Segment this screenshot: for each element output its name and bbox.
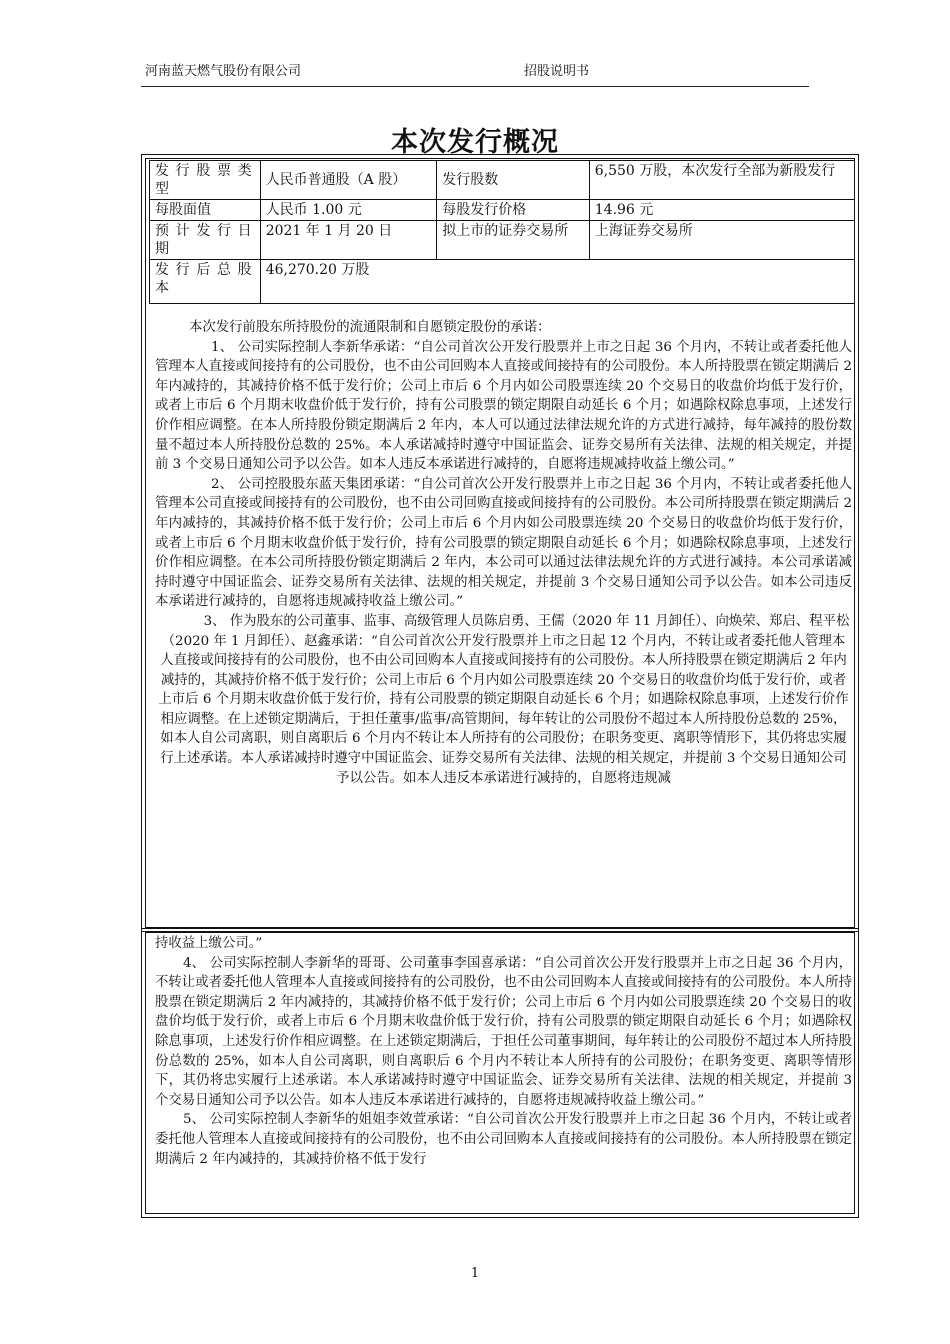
page-title: 本次发行概况	[391, 127, 559, 158]
value-issue-date: 2021 年 1 月 20 日	[260, 221, 437, 260]
table-row	[150, 221, 855, 260]
value-par-value: 人民币 1.00 元	[260, 200, 437, 221]
commitments-text-continued	[155, 934, 852, 1212]
commitment-3-continued: 持收益上缴公司。”	[155, 936, 263, 951]
commitments-intro: 本次发行前股东所持股份的流通限制和自愿锁定股份的承诺：	[189, 320, 551, 335]
table-row	[150, 260, 855, 304]
label-issue-price: 每股发行价格	[437, 200, 590, 221]
commitment-1: 1、 公司实际控制人李新华承诺：“自公司首次公开发行股票并上市之日起 36 个月内，不转让或者委托他人管理本人直接或间接持有的公司股份，也不由公司回购本人直接或间接持有的公司股份。本人所持股票在锁定期满后 2 年内减持的，其减持价格不低于发行价；公司上市后 6 个月内如公司股票连续 20 个交易日的收盘价均低于发行价，或者上市后 6 个月期末收盘价低于发行价，持有公司股票的锁定期限自动延长 6 个月；如遇除权除息事项，上述发行价作相应调整。在本人所持股份锁定期满后 2 年内，本人可以通过法律法规允许的方式进行减持，每年减持的股份数量不超过本人所持股份总数的 25%。本人承诺减持时遵守中国证监会、证券交易所有关法律、法规的相关规定，并提前 3 个交易日通知公司予以公告。如本人违反本承诺进行减持的，自愿将违规减持收益上缴公司。”	[155, 339, 852, 473]
company-name: 河南蓝天燃气股份有限公司	[145, 64, 302, 79]
page-header	[141, 58, 809, 87]
commitments-text	[155, 318, 852, 926]
value-exchange: 上海证券交易所	[589, 221, 854, 260]
label-share-count: 发行股数	[437, 161, 590, 200]
page-number: 1	[470, 1266, 480, 1281]
value-issue-price: 14.96 元	[589, 200, 854, 221]
label-share-type: 发行股票类型	[150, 161, 261, 200]
document-type: 招股说明书	[524, 64, 590, 79]
commitment-3: 3、 作为股东的公司董事、监事、高级管理人员陈启勇、王儒（2020 年 11 月卸任）、向焕荣、郑启、程平松（2020 年 1 月卸任）、赵鑫承诺：“自公司首次公开发行股票并上市之日起 12 个月内，不转让或者委托他人管理本人直接或间接持有的公司股份，也不由公司回购本人直接或间接持有的公司股份。本人所持股票在锁定期满后 2 年内减持的，其减持价格不低于发行价；公司上市后 6 个月内如公司股票连续 20 个交易日的收盘价均低于发行价，或者上市后 6 个月期末收盘价低于发行价，持有公司股票的锁定期限自动延长 6 个月；如遇除权除息事项，上述发行价作相应调整。在上述锁定期满后，于担任董事/监事/高管期间，每年转让的公司股份不超过本人所持股份总数的 25%，如本人自公司离职，则自离职后 6 个月内不转让本人所持有的公司股份；在职务变更、离职等情形下，其仍将忠实履行上述承诺。本人承诺减持时遵守中国证监会、证券交易所有关法律、法规的相关规定，并提前 3 个交易日通知公司予以公告。如本人违反本承诺进行减持的，自愿将违规减	[158, 613, 850, 786]
value-share-count: 6,550 万股，本次发行全部为新股发行	[589, 161, 854, 200]
table-row	[150, 200, 855, 221]
issue-overview-table	[149, 160, 855, 304]
table-row	[150, 161, 855, 200]
label-par-value: 每股面值	[150, 200, 261, 221]
value-total-shares: 46,270.20 万股	[260, 260, 854, 304]
commitment-4: 4、 公司实际控制人李新华的哥哥、公司董事李国喜承诺：“自公司首次公开发行股票并上市之日起 36 个月内，不转让或者委托他人管理本人直接或间接持有的公司股份，也不由公司回购本人直接或间接持有的公司股份。本人所持股票在锁定期满后 2 年内减持的，其减持价格不低于发行价；公司上市后 6 个月内如公司股票连续 20 个交易日的收盘价均低于发行价，或者上市后 6 个月期末收盘价低于发行价，持有公司股票的锁定期限自动延长 6 个月；如遇除权除息事项，上述发行价作相应调整。在上述锁定期满后，于担任公司董事期间，每年转让的公司股份不超过本人所持股份总数的 25%，如本人自公司离职，则自离职后 6 个月内不转让本人所持有的公司股份；在职务变更、离职等情形下，其仍将忠实履行上述承诺。本人承诺减持时遵守中国证监会、证券交易所有关法律、法规的相关规定，并提前 3 个交易日通知公司予以公告。如本人违反本承诺进行减持的，自愿将违规减持收益上缴公司。”	[155, 955, 852, 1108]
commitment-5: 5、 公司实际控制人李新华的姐姐李效萱承诺：“自公司首次公开发行股票并上市之日起 36 个月内，不转让或者委托他人管理本人直接或间接持有的公司股份，也不由公司回购本人直接或间接持有的公司股份。本人所持股票在锁定期满后 2 年内减持的，其减持价格不低于发行	[155, 1112, 852, 1167]
label-exchange: 拟上市的证券交易所	[437, 221, 590, 260]
label-total-shares: 发行后总股本	[150, 260, 261, 304]
commitment-2: 2、 公司控股股东蓝天集团承诺：“自公司首次公开发行股票并上市之日起 36 个月内，不转让或者委托他人管理本公司直接或间接持有的公司股份，也不由公司回购直接或间接持有的公司股份。本公司所持股票在锁定期满后 2 年内减持的，其减持价格不低于发行价；公司上市后 6 个月内如公司股票连续 20 个交易日的收盘价均低于发行价，或者上市后 6 个月期末收盘价低于发行价，持有公司股票的锁定期限自动延长 6 个月；如遇除权除息事项，上述发行价作相应调整。在本公司所持股份锁定期满后 2 年内，本公司可以通过法律法规允许的方式进行减持。本公司承诺减持时遵守中国证监会、证券交易所有关法律、法规的相关规定，并提前 3 个交易日通知公司予以公告。如本公司违反本承诺进行减持的，自愿将违规减持收益上缴公司。”	[155, 476, 852, 610]
value-share-type: 人民币普通股（A 股）	[260, 161, 437, 200]
label-issue-date: 预计发行日期	[150, 221, 261, 260]
